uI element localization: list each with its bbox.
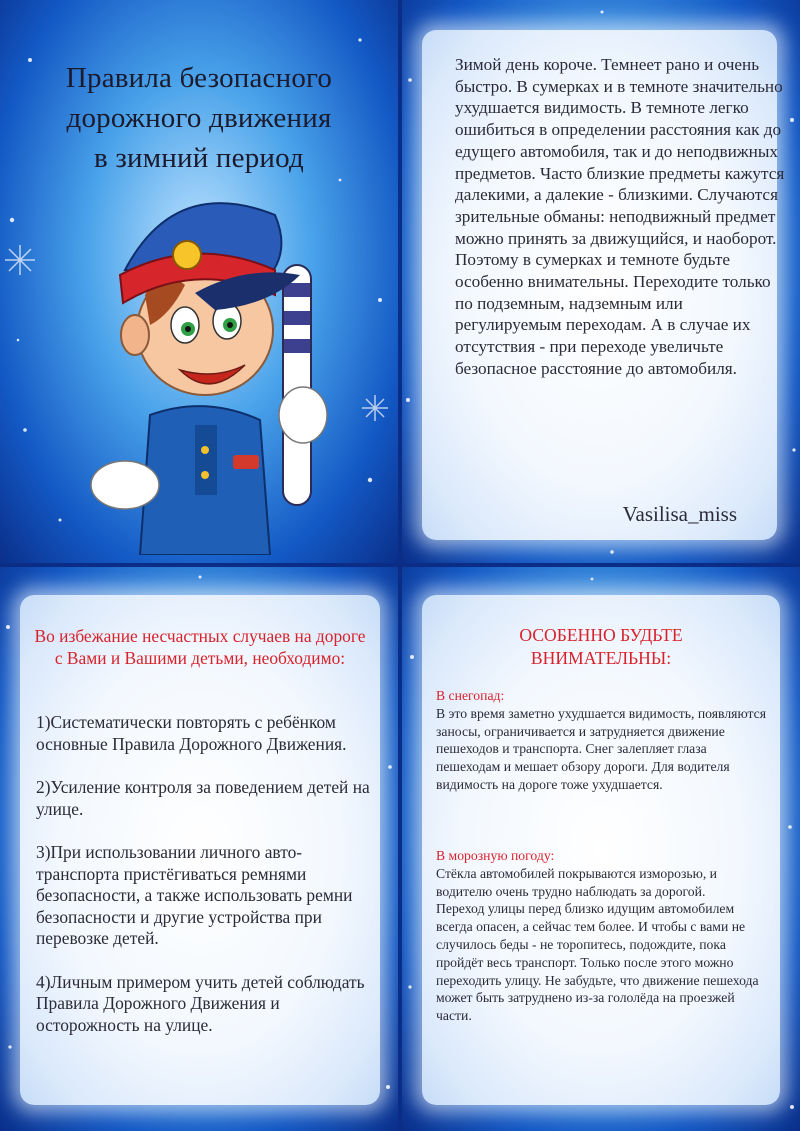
title-line-1: Правила безопасного — [65, 62, 333, 94]
author-signature: Vasilisa_miss — [622, 502, 737, 526]
darkness-panel — [402, 0, 800, 563]
snowfall-title: В снегопад: — [436, 688, 505, 703]
title-line-3: в зимний период — [94, 142, 304, 174]
text-card — [422, 30, 785, 540]
frost-title: В морозную погоду: — [436, 848, 555, 863]
list-item: 1)Систематически повторять с ребёнком основные Правила Дорожного Движения. — [36, 712, 347, 754]
list-item: 2)Усиление контроля за поведением детей на улице. — [36, 777, 370, 819]
list-item: 4)Личным примером учить детей соблюдать Правила Дорожного Движения и осторожность на улице. — [36, 971, 365, 1035]
warning-heading-line-2: ВНИМАТЕЛЬНЫ: — [530, 648, 672, 668]
frost-section — [436, 847, 771, 1025]
paragraph-1: Зимой день короче. Темнеет рано и очень быстро. В сумерках и в темноте значительно ухудшается видимость. В темноте легко ошибиться в определении расстояния как до едущего автомобиля, так и до неподвижных предметов. Часто близкие предметы кажутся далекими, а далекие - близкими. Случаются зрительные обманы: неподвижный предмет можно принять за движущийся, и наоборот. — [455, 55, 785, 248]
text-card — [20, 595, 380, 1105]
recommendation-list — [36, 712, 371, 1058]
paragraph-2: Поэтому в сумерках и темноте будьте особенно внимательны. Переходите только по подземным, надземным или регулируемым переходам. А в случае их отсутствия - при переходе увеличьте безопасное расстояние до автомобиля. — [455, 250, 771, 378]
text-card — [422, 595, 780, 1105]
traffic-police-mascot — [55, 175, 355, 555]
frost-text-2: Переход улицы перед близко идущим автомобилем всегда опасен, а сейчас тем более. И чтобы с вами не случилось беды - не торопитесь, подождите, пока пройдёт весь транспорт. Только после этого можно переходить улицу. Не забудьте, что движение пешехода может быть затруднено из-за гололёда на проезжей части. — [436, 901, 759, 1024]
title-panel — [0, 0, 398, 563]
intro-heading: Во избежание несчастных случаев на дороге с Вами и Вашими детьми, необходимо: — [34, 626, 366, 668]
frost-text-1: Стёкла автомобилей покрываются изморозью, и водителю очень трудно наблюдать за дорогой. — [436, 865, 717, 899]
warning-panel — [402, 567, 800, 1131]
list-item: 3)При использовании личного авто-транспорта пристёгиваться ремнями безопасности, а также использовать ремни безопасности и другие устройства при перевозке детей. — [36, 842, 353, 948]
page-title — [0, 58, 398, 178]
darkness-text — [455, 54, 785, 380]
recommendations-panel — [0, 567, 398, 1131]
warning-heading — [422, 624, 780, 670]
snowfall-text: В это время заметно ухудшается видимость, появляются заносы, ограничивается и затрудняется движение пешеходов и транспорта. Снег залепляет глаза пешеходам и мешает обзору дороги. Для водителя видимость на дороге тоже ухудшается. — [436, 705, 767, 792]
title-line-2: дорожного движения — [66, 102, 332, 134]
warning-heading-line-1: ОСОБЕННО БУДЬТЕ — [519, 625, 683, 645]
baton-icon — [283, 265, 311, 505]
snowfall-section — [436, 687, 771, 794]
